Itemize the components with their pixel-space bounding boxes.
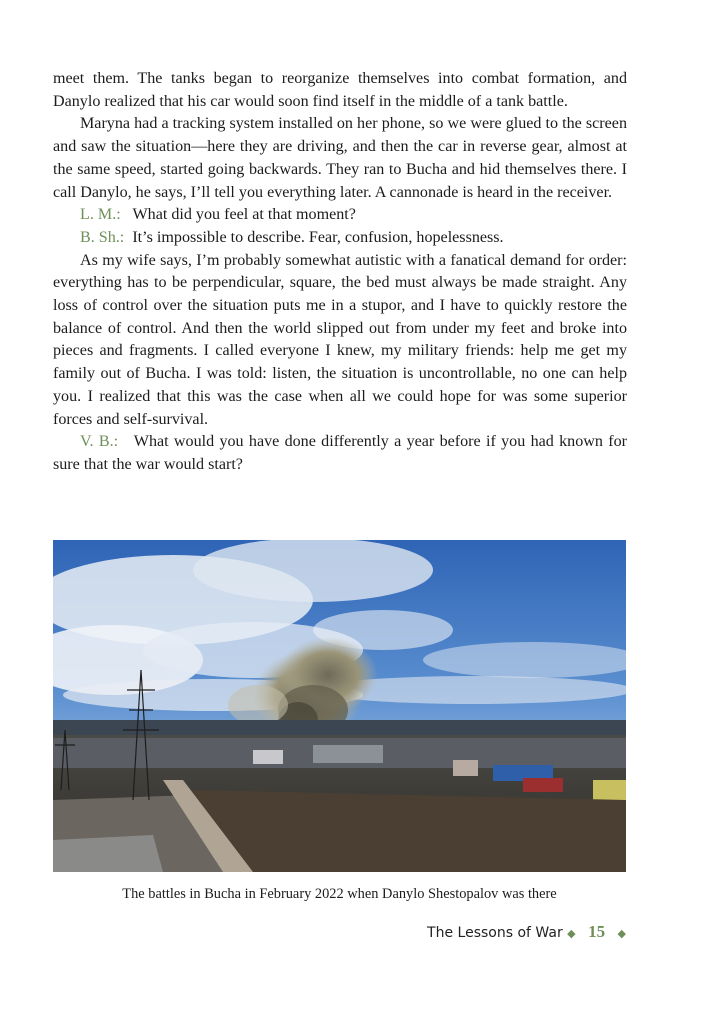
diamond-icon: ◆ — [617, 927, 626, 940]
page-footer — [427, 921, 626, 945]
speaker-label: B. Sh.: — [80, 228, 125, 246]
body-text — [53, 68, 627, 477]
answer-1-text: It’s impossible to describe. Fear, confusion, hopelessness. — [132, 228, 504, 246]
answer-1 — [53, 227, 627, 250]
page-number: 15 — [588, 922, 606, 941]
question-2 — [53, 431, 627, 476]
speaker-label: L. M.: — [80, 206, 121, 224]
question-1 — [53, 204, 627, 227]
paragraph-3: As my wife says, I’m probably somewhat autistic with a fanatical demand for order: everything has to be perpendicular, square, the bed must always be made straight. Any loss of control over the situation puts me in a stupor, and I have to quickly restore the balance of control. And then the world slipped out from under my feet and broke into pieces and fragments. I called everyone I knew, my military friends: help me get my family out of Bucha. I was told: listen, the situation is uncontrollable, no one can help you. I realized that this was the case when all we could hope for was some superior forces and self-survival. — [53, 251, 627, 428]
diamond-icon: ◆ — [567, 927, 576, 940]
figure-caption: The battles in Bucha in February 2022 when Danylo Shestopalov was there — [122, 886, 557, 902]
running-title: The Lessons of War — [427, 925, 563, 941]
question-1-text: What did you feel at that moment? — [132, 206, 356, 224]
paragraph-2: Maryna had a tracking system installed on her phone, so we were glued to the screen and saw the situation—here they are driving, and then the car in reverse gear, almost at the same speed, started going backwards. They ran to Bucha and hid themselves there. I call Danylo, he says, I’ll tell you everything later. A cannonade is heard in the receiver. — [53, 115, 627, 201]
paragraph-1: meet them. The tanks began to reorganize themselves into combat formation, and Danylo realized that his car would soon find itself in the middle of a tank battle. — [53, 70, 627, 110]
bucha-battle-photo — [53, 540, 626, 872]
question-2-text: What would you have done differently a year before if you had known for sure that the war would start? — [53, 433, 627, 473]
speaker-label: V. B.: — [80, 433, 119, 451]
